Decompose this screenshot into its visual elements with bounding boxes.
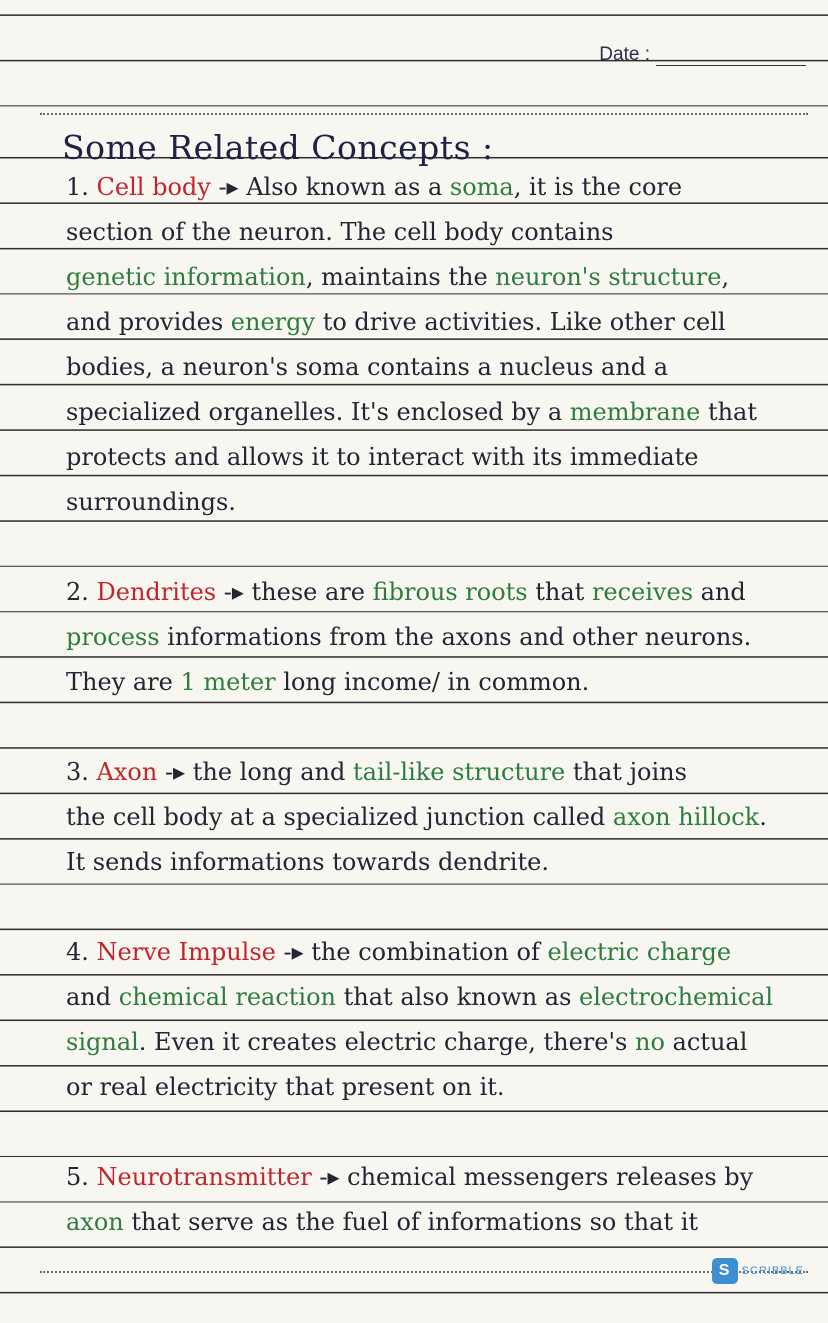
highlighted-term: receives bbox=[591, 578, 694, 606]
highlighted-term: fibrous roots bbox=[372, 578, 528, 606]
note-text: long income/ in common. bbox=[275, 668, 590, 696]
scribble-logo-icon: S bbox=[712, 1258, 738, 1284]
note-text: bodies, a neuron's soma contains a nucleus and a bbox=[66, 353, 669, 381]
note-line bbox=[66, 308, 806, 336]
note-text: that joins bbox=[565, 758, 687, 786]
note-line bbox=[66, 263, 806, 291]
note-text: actual bbox=[664, 1028, 748, 1056]
note-line bbox=[66, 668, 806, 696]
note-text: to drive activities. Like other cell bbox=[315, 308, 726, 336]
note-text: 1. bbox=[66, 173, 97, 201]
note-text: They are bbox=[66, 668, 181, 696]
term-heading: Axon bbox=[96, 758, 158, 786]
note-text: or real electricity that present on it. bbox=[66, 1073, 505, 1101]
note-text: informations from the axons and other neurons. bbox=[159, 623, 752, 651]
highlighted-term: process bbox=[66, 623, 160, 651]
note-line bbox=[66, 623, 806, 651]
scribble-logo-text: SCRIBBLE bbox=[741, 1265, 804, 1277]
note-line bbox=[66, 983, 806, 1011]
date-underline bbox=[656, 47, 806, 66]
note-text: 3. bbox=[66, 758, 97, 786]
note-text: -▸ chemical messengers releases by bbox=[311, 1163, 754, 1191]
note-text: the cell body at a specialized junction called bbox=[66, 803, 613, 831]
note-line bbox=[66, 578, 806, 606]
note-line bbox=[66, 488, 806, 516]
highlighted-term: 1 meter bbox=[180, 668, 276, 696]
highlighted-term: neuron's structure bbox=[495, 263, 722, 291]
note-text: that bbox=[700, 398, 757, 426]
highlighted-term: genetic information bbox=[66, 263, 306, 291]
highlighted-term: axon hillock bbox=[612, 803, 760, 831]
term-heading: Nerve Impulse bbox=[96, 938, 276, 966]
date-field bbox=[599, 44, 806, 66]
note-line bbox=[66, 353, 806, 381]
note-text: specialized organelles. It's enclosed by a bbox=[66, 398, 570, 426]
note-line bbox=[66, 938, 806, 966]
note-text: that also known as bbox=[336, 983, 580, 1011]
note-text: -▸ the combination of bbox=[275, 938, 548, 966]
note-line bbox=[66, 803, 806, 831]
highlighted-term: axon bbox=[66, 1208, 124, 1236]
note-text: 2. bbox=[66, 578, 97, 606]
highlighted-term: electric charge bbox=[547, 938, 732, 966]
term-heading: Neurotransmitter bbox=[96, 1163, 312, 1191]
note-line bbox=[66, 1073, 806, 1101]
note-text: . Even it creates electric charge, there's bbox=[138, 1028, 636, 1056]
note-text: . bbox=[759, 803, 767, 831]
note-line bbox=[66, 758, 806, 786]
highlighted-term: no bbox=[635, 1028, 665, 1056]
note-line bbox=[66, 173, 806, 201]
note-text: protects and allows it to interact with its immediate bbox=[66, 443, 699, 471]
note-text: -▸ the long and bbox=[157, 758, 353, 786]
note-line bbox=[66, 1208, 806, 1236]
note-text: that serve as the fuel of informations so that it bbox=[123, 1208, 699, 1236]
highlighted-term: chemical reaction bbox=[118, 983, 337, 1011]
note-text: that bbox=[527, 578, 592, 606]
note-text: and bbox=[693, 578, 746, 606]
note-line bbox=[66, 218, 806, 246]
note-text: , it is the core bbox=[513, 173, 683, 201]
term-heading: Cell body bbox=[96, 173, 211, 201]
highlighted-term: soma bbox=[449, 173, 514, 201]
highlighted-term: tail-like structure bbox=[353, 758, 566, 786]
note-line bbox=[66, 398, 806, 426]
term-heading: Dendrites bbox=[96, 578, 217, 606]
note-line bbox=[66, 1163, 806, 1191]
note-text: -▸ these are bbox=[216, 578, 373, 606]
highlighted-term: electrochemical bbox=[579, 983, 774, 1011]
note-text: and provides bbox=[66, 308, 231, 336]
note-text: -▸ Also known as a bbox=[210, 173, 450, 201]
highlighted-term: signal bbox=[66, 1028, 139, 1056]
date-label: Date : bbox=[599, 44, 650, 65]
scribble-logo bbox=[712, 1258, 804, 1284]
bottom-dotted-divider bbox=[40, 1271, 808, 1273]
top-dotted-divider bbox=[40, 113, 808, 115]
note-text: 5. bbox=[66, 1163, 97, 1191]
note-line bbox=[66, 848, 806, 876]
note-text: and bbox=[66, 983, 119, 1011]
note-text: section of the neuron. The cell body contains bbox=[66, 218, 614, 246]
note-text: , maintains the bbox=[305, 263, 496, 291]
page-title: Some Related Concepts : bbox=[62, 128, 494, 167]
note-line bbox=[66, 443, 806, 471]
note-line bbox=[66, 1028, 806, 1056]
note-text: , bbox=[721, 263, 730, 291]
note-text: 4. bbox=[66, 938, 97, 966]
highlighted-term: membrane bbox=[569, 398, 701, 426]
note-text: It sends informations towards dendrite. bbox=[66, 848, 549, 876]
note-text: surroundings. bbox=[66, 488, 236, 516]
highlighted-term: energy bbox=[230, 308, 316, 336]
